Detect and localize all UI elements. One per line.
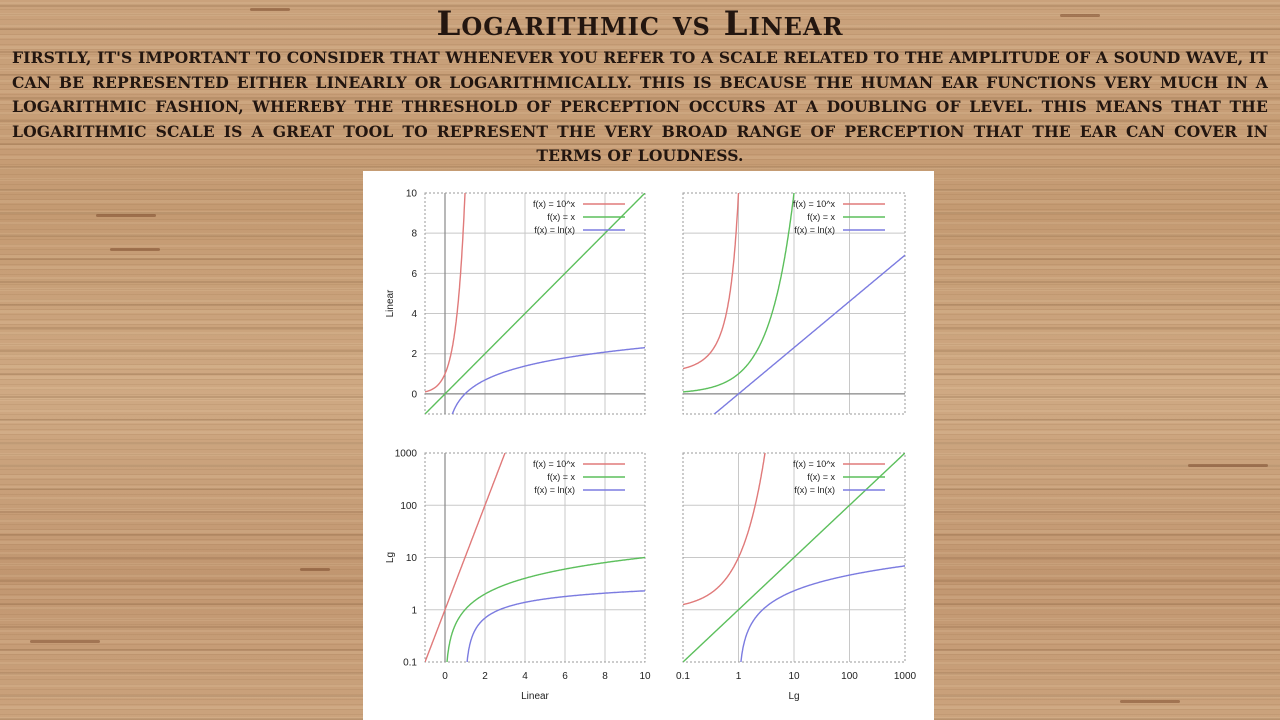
chart-figure [363, 171, 934, 720]
legend-label: f(x) = x [547, 212, 575, 222]
x-tick-label: 1 [735, 671, 742, 682]
x-tick-label: 0.1 [676, 671, 690, 682]
y-tick-label: 100 [400, 500, 417, 512]
x-tick-label: 2 [482, 671, 488, 682]
series-line-lnx [465, 591, 645, 702]
y-tick-label: 2 [411, 349, 417, 361]
wood-grain [96, 214, 156, 217]
legend-label: f(x) = x [547, 472, 575, 482]
legend-label: f(x) = 10^x [533, 459, 575, 469]
x-tick-label: 10 [639, 671, 651, 682]
x-tick-label: 10 [788, 671, 800, 682]
chart-panel-4 [676, 413, 917, 702]
charts-svg [363, 171, 934, 720]
series-line-10x [683, 171, 877, 369]
y-tick-label: 10 [405, 553, 417, 564]
x-axis-label: Linear [521, 691, 549, 702]
chart-panel-1 [385, 171, 645, 454]
x-tick-label: 0 [442, 671, 448, 682]
legend-label: f(x) = ln(x) [794, 485, 835, 495]
legend-label: f(x) = 10^x [793, 459, 835, 469]
x-tick-label: 6 [562, 671, 568, 682]
y-tick-label: 10 [405, 188, 417, 200]
wood-grain [110, 248, 160, 251]
wood-grain [300, 568, 330, 571]
y-tick-label: 4 [411, 309, 417, 321]
wood-grain [30, 640, 100, 643]
x-tick-label: 100 [841, 671, 858, 682]
y-tick-label: 8 [411, 228, 417, 240]
legend-label: f(x) = ln(x) [534, 225, 575, 235]
y-axis-label: Lg [385, 551, 396, 564]
x-axis-label: Lg [788, 691, 800, 702]
y-tick-label: 6 [411, 268, 417, 280]
chart-panel-2 [683, 171, 905, 440]
wood-grain [1188, 464, 1268, 467]
legend-label: f(x) = x [807, 472, 835, 482]
series-line-10x [425, 413, 645, 662]
legend-label: f(x) = ln(x) [794, 225, 835, 235]
y-tick-label: 0.1 [403, 657, 417, 669]
wood-grain [1120, 700, 1180, 703]
slide-title: Logarithmic vs Linear [436, 4, 844, 44]
y-tick-label: 1 [411, 605, 417, 617]
x-tick-label: 4 [522, 671, 528, 682]
legend-label: f(x) = 10^x [793, 199, 835, 209]
chart-panel-3 [385, 413, 651, 702]
slide-paragraph: FIRSTLY, IT'S IMPORTANT TO CONSIDER THAT WHENEVER YOU REFER TO A SCALE RELATED TO THE AMPLITUDE OF A SOUND WAVE, IT CAN BE REPRESENTED EITHER LINEARLY OR LOGARITHMICALLY. THIS IS BECAUSE THE HUMAN EAR FUNCTIONS VERY MUCH IN A LOGARITHMIC FASHION, WHEREBY THE THRESHOLD OF PERCEPTION OCCURS AT A DOUBLING OF LEVEL. THIS MEANS THAT THE LOGARITHMIC SCALE IS A GREAT TOOL TO REPRESENT THE VERY BROAD RANGE OF PERCEPTION THAT THE EAR CAN COVER IN TERMS OF LOUDNESS. [12, 48, 1268, 165]
legend-label: f(x) = x [807, 212, 835, 222]
y-tick-label: 1000 [394, 448, 417, 460]
y-axis-label: Linear [385, 289, 396, 318]
y-tick-label: 0 [411, 389, 417, 401]
x-tick-label: 8 [602, 671, 608, 682]
x-tick-label: 1000 [893, 671, 917, 682]
legend-label: f(x) = ln(x) [534, 485, 575, 495]
legend-label: f(x) = 10^x [533, 199, 575, 209]
